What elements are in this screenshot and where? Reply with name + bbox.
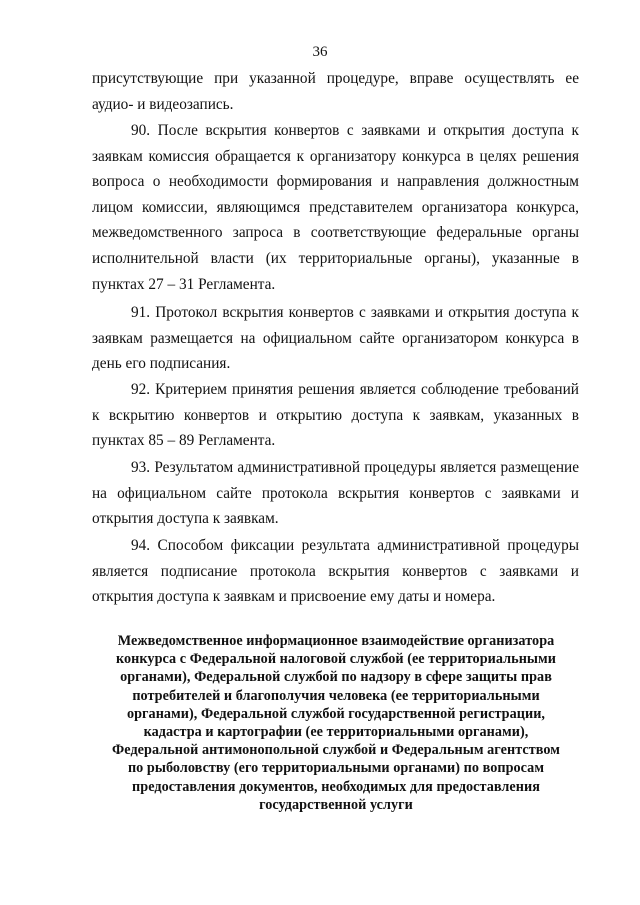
paragraph-text: присутствующие при указанной процедуре, вправе осуществлять ее аудио- и видеозапись.	[92, 70, 579, 113]
heading-line: по рыболовству (его территориальными органами) по вопросам	[127, 760, 545, 777]
heading-line: органами), Федеральной службой по надзору в сфере защиты прав	[120, 669, 552, 686]
page-number: 36	[312, 44, 328, 60]
section-heading	[98, 632, 574, 814]
paragraph-text: 91. Протокол вскрытия конвертов с заявками и открытия доступа к заявкам размещается на официальном сайте организатором конкурса в день его подписания.	[92, 304, 579, 373]
paragraph-text: 94. Способом фиксации результата административной процедуры является подписание протокола вскрытия конвертов с заявками и открытия доступа к заявкам и присвоение ему даты и номера.	[92, 537, 579, 606]
heading-line: Межведомственное информационное взаимодействие организатора	[117, 633, 555, 649]
paragraph-92	[92, 377, 579, 454]
heading-line: кадастра и картографии (ее территориальными органами),	[143, 724, 529, 741]
heading-line: органами), Федеральной службой государственной регистрации,	[126, 705, 546, 722]
paragraph-text: 92. Критерием принятия решения является соблюдение требований к вскрытию конвертов и открытию доступа к заявкам, указанных в пунктах 85 – 89 Регламента.	[92, 381, 579, 450]
paragraph-91	[92, 300, 579, 377]
paragraph-93	[92, 455, 579, 532]
paragraph-90	[92, 118, 579, 297]
paragraph-continued	[92, 66, 579, 117]
paragraph-94	[92, 533, 579, 610]
paragraph-text: 90. После вскрытия конвертов с заявками и открытия доступа к заявкам комиссия обращается к организатору конкурса в целях решения вопроса о необходимости формирования и направления должностным лицом комиссии, являющимся представителем организатора конкурса, межведомственного запроса в соответствующие федеральные органы исполнительной власти (их территориальные органы), указанные в пунктах 27 – 31 Регламента.	[92, 122, 579, 293]
heading-line: потребителей и благополучия человека (ее территориальными	[132, 687, 540, 704]
heading-line: предоставления документов, необходимых для предоставления	[132, 778, 540, 795]
heading-line: конкурса с Федеральной налоговой службой (ее территориальными	[116, 651, 556, 668]
heading-line: государственной услуги	[259, 796, 413, 813]
heading-line: Федеральной антимонопольной службой и Федеральным агентством	[112, 742, 560, 759]
paragraph-text: 93. Результатом административной процедуры является размещение на официальном сайте протокола вскрытия конвертов с заявками и открытия доступа к заявкам.	[92, 459, 579, 528]
